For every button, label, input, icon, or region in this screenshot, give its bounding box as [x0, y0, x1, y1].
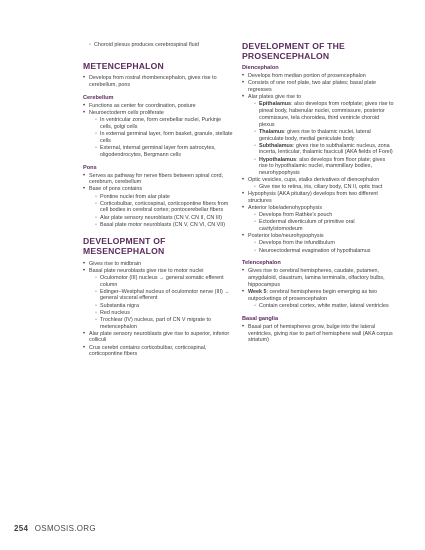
metencephalon-list	[83, 75, 233, 89]
sub-list-item: ◦ Develops from the infundibulum	[254, 240, 394, 247]
keyword: Hypothalamus	[259, 156, 297, 163]
list-item: • Functions as center for coordination, posture	[83, 103, 233, 110]
list-item	[242, 94, 394, 177]
basal-ganglia-list	[242, 324, 394, 344]
list-item: • Basal part of hemispheres grow, bulge into the lateral ventricles, giving rise to part of hemisphere wall (AKA corpus striatum)	[242, 324, 394, 344]
list-item	[242, 233, 394, 254]
sub-list-item: ◦ Basal plate motor neuroblasts (CN V, CN VI, CN VII)	[95, 222, 233, 229]
site-name: OSMOSIS.ORG	[34, 524, 96, 533]
sub-item-text: general somatic efferent column	[100, 274, 224, 288]
arrow-right-icon: →	[159, 274, 165, 281]
sub-item-text: : gives rise to thalamic nuclei, lateral geniculate body, medial geniculate body	[259, 128, 371, 142]
section-heading-metencephalon: METENCEPHALON	[83, 60, 164, 71]
section-heading-prosencephalon: DEVELOPMENT OF THE PROSENCEPHALON	[242, 41, 345, 61]
sub-list-item: ◦ Corticobulbar, corticospinal, corticopontine fibers from cell bodies in cerebral cortex; pontocerebellar fibers	[95, 201, 233, 215]
list-item: • Crus cerebri contains corticobulbar, corticospinal, corticopontine fibers	[83, 345, 233, 359]
list-item: • Gives rise to midbrain	[83, 261, 233, 268]
sub-list-item: ◦ External, internal germinal layer form astrocytes, oligodendrocytes, Bergmann cells	[95, 145, 233, 159]
telencephalon-list	[242, 268, 394, 309]
list-item-text: Base of pons contains	[89, 186, 143, 193]
list-item: • Gives rise to cerebral hemispheres, caudate, putamen, amygdaloid, claustrum, lamina terminalis, olfactory bulbs, hippocampus	[242, 268, 394, 288]
sub-item-text: : gives rise to subthalamic nucleus, zona incerta, lenticular, thalamic fasciculi (AKA fields of Forel)	[259, 142, 393, 156]
subheading-basal-ganglia: Basal ganglia	[242, 315, 279, 322]
left-column	[83, 34, 233, 358]
page-number: 254	[14, 524, 29, 533]
sub-list-item	[254, 143, 394, 157]
sub-list	[248, 303, 394, 310]
list-item	[83, 268, 233, 331]
sub-list-item: ◦ In external germinal layer, form basket, granule, stellate cells	[95, 131, 233, 145]
diencephalon-list	[242, 73, 394, 254]
sub-list	[89, 117, 233, 158]
list-item	[83, 110, 233, 158]
mesencephalon-list	[83, 261, 233, 359]
sub-list-item: ◦ Pontine nuclei from alar plate	[95, 194, 233, 201]
sub-list-item: ◦ Red nucleus	[95, 310, 233, 317]
sub-list-item: ◦ Alar plate sensory neuroblasts (CN V, CN II, CN III)	[95, 215, 233, 222]
keyword: Subthalamus	[259, 142, 293, 149]
list-item-text: Posterior lobe/neurohypophysis	[248, 233, 324, 240]
sub-list-item: ◦ Neuroectodermal evagination of hypothalamus	[254, 248, 394, 255]
sub-list-item: ◦ In ventricular zone, form cerebellar nuclei, Purkinje cells, golgi cells	[95, 117, 233, 131]
sub-list-item: ◦ Give rise to retina, iris, ciliary body, CN II, optic tract	[254, 184, 394, 191]
right-column	[242, 34, 394, 344]
pons-list	[83, 173, 233, 229]
section-heading-mesencephalon: DEVELOPMENT OF MESENCEPHALON	[83, 236, 166, 256]
sub-list-item: ◦ Develops from Rathke's pouch	[254, 212, 394, 219]
list-item-text: : cerebral hemispheres begin emerging as two outpocketings of prosencephalon	[248, 289, 378, 302]
sub-list-item: ◦ Substantia nigra	[95, 303, 233, 310]
sub-list-item: ◦ Trochlear (IV) nucleus, part of CN V migrate to metencephalon	[95, 317, 233, 331]
cerebellum-list	[83, 103, 233, 159]
sub-list	[248, 184, 394, 191]
sub-list	[248, 212, 394, 233]
list-item: • Alar plate sensory neuroblasts give rise to superior, inferior colliculi	[83, 331, 233, 345]
list-item-text: Alar plates give rise to	[248, 94, 302, 101]
intro-list	[83, 42, 233, 49]
list-item: ◦ Choroid plexus produces cerebrospinal fluid	[89, 42, 233, 49]
list-item	[242, 177, 394, 191]
subheading-pons: Pons	[83, 164, 97, 171]
keyword: Epithalamus	[259, 101, 292, 108]
list-item	[83, 186, 233, 228]
list-item-text: Basal plate neuroblasts give rise to motor nuclei	[89, 267, 204, 274]
arrow-right-icon: →	[224, 288, 230, 295]
list-item	[242, 289, 394, 310]
list-item-text: Neuroectoderm cells proliferate	[89, 110, 164, 117]
list-item: • Hypophysis (AKA pituitary) develops from two different structures	[242, 191, 394, 205]
sub-item-text: : also develops from roofplate; gives rise to pineal body, habenular nuclei, commissure, posterior commissure, tela choroidea, third ventricle choroid plexus	[259, 101, 394, 128]
sub-list-item: ◦ Contain cerebral cortex, white matter, lateral ventricles	[254, 303, 394, 310]
sub-list-item	[95, 289, 233, 303]
sub-list-item: ◦ Ectodermal diverticulum of primitive oral cavity/stomodeum	[254, 219, 394, 233]
sub-item-text: Oculomotor (III) nucleus	[100, 274, 158, 281]
page-footer	[14, 524, 96, 533]
list-item: • Develops from median portion of prosencephalon	[242, 73, 394, 80]
list-item-text: Anterior lobe/adenohypophysis	[248, 205, 323, 212]
sub-list	[248, 240, 394, 254]
list-item: • Serves as pathway for nerve fibers between spinal cord, cerebrum, cerebellum	[83, 173, 233, 187]
list-item-text: Optic vesicles, cups, stalks derivatives of diencephalon	[248, 177, 380, 184]
keyword: Thalamus	[259, 128, 285, 135]
sub-list-item	[254, 129, 394, 143]
sub-list	[89, 194, 233, 229]
keyword: Week 5	[248, 289, 267, 296]
subheading-cerebellum: Cerebellum	[83, 94, 114, 101]
list-item: • Develops from rostral rhombencephalon, gives rise to cerebellum, pons	[83, 75, 233, 89]
sub-list-item	[254, 101, 394, 128]
sub-list-item	[254, 157, 394, 177]
sub-item-text: general visceral efferent	[100, 295, 158, 302]
list-item	[242, 205, 394, 233]
list-item: • Consists of one roof plate, two alar plates; basal plate regresses	[242, 80, 394, 94]
subheading-diencephalon: Diencephalon	[242, 65, 279, 72]
sub-list	[89, 275, 233, 331]
sub-list-item	[95, 275, 233, 289]
sub-item-text: : also develops from floor plate; gives rise to hypothalamic nuclei, mammillary bodies, neurohypophysis	[259, 156, 386, 177]
subheading-telencephalon: Telencephalon	[242, 260, 281, 267]
sub-list	[248, 101, 394, 177]
sub-item-text: Edinger–Westphal nucleus of oculomotor nerve (III)	[100, 288, 223, 295]
